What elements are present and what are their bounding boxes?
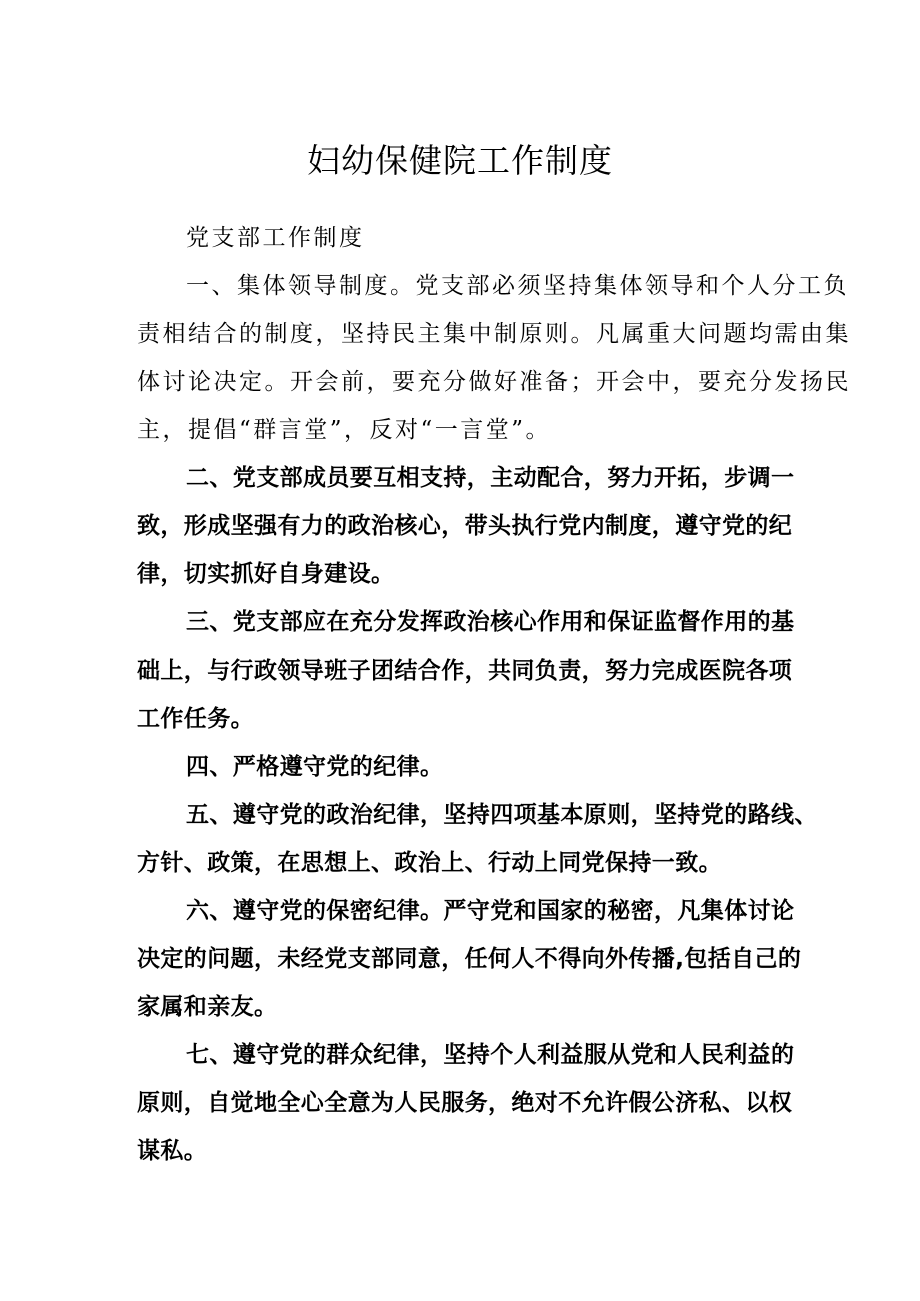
paragraph-6-line-3: 家属和亲友。 — [137, 994, 278, 1020]
paragraph-1-line-4: 主，提倡“群言堂”，反对“一言堂”。 — [137, 417, 552, 443]
paragraph-1-line-2: 责相结合的制度，坚持民主集中制原则。凡属重大问题均需由集 — [137, 321, 851, 347]
paragraph-3-line-2: 础上，与行政领导班子团结合作，共同负责，努力完成医院各项 — [137, 658, 793, 684]
paragraph-3-line-1: 三、党支部应在充分发挥政治核心作用和保证监督作用的基 — [186, 609, 795, 635]
paragraph-6-line-1: 六、遵守党的保密纪律。严守党和国家的秘密，凡集体讨论 — [186, 898, 795, 924]
paragraph-3-line-3: 工作任务。 — [137, 706, 254, 732]
document-title: 妇幼保健院工作制度 — [307, 141, 613, 180]
paragraph-2-line-3: 律，切实抓好自身建设。 — [137, 561, 395, 587]
paragraph-7-line-2: 原则，自觉地全心全意为人民服务，绝对不允许假公济私、以权 — [137, 1090, 793, 1116]
paragraph-7-line-3: 谋私。 — [137, 1138, 208, 1164]
section-heading: 党支部工作制度 — [186, 225, 365, 251]
paragraph-7-line-1: 七、遵守党的群众纪律，坚持个人利益服从党和人民利益的 — [186, 1042, 795, 1068]
paragraph-2-line-1: 二、党支部成员要互相支持，主动配合，努力开拓，步调一 — [186, 465, 795, 491]
paragraph-6-line-2: 决定的问题，未经党支部同意，任何人不得向外传播,包括自己的 — [137, 946, 802, 972]
paragraph-5-line-2: 方针、政策，在思想上、政治上、行动上同党保持一致。 — [137, 850, 722, 876]
paragraph-5-line-1: 五、遵守党的政治纪律，坚持四项基本原则，坚持党的路线、 — [186, 802, 818, 828]
paragraph-2-line-2: 致，形成坚强有力的政治核心，带头执行党内制度，遵守党的纪 — [137, 513, 793, 539]
paragraph-4-line-1: 四、严格遵守党的纪律。 — [186, 754, 444, 780]
paragraph-1-line-3: 体讨论决定。开会前，要充分做好准备；开会中，要充分发扬民 — [137, 369, 851, 395]
paragraph-1-line-1: 一、集体领导制度。党支部必须坚持集体领导和个人分工负 — [186, 273, 849, 299]
